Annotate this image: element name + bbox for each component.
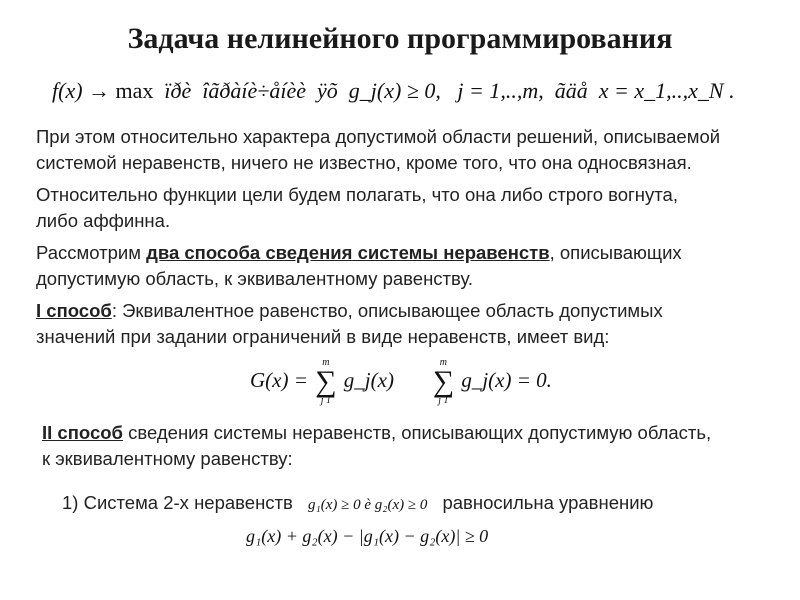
sum-operator	[315, 358, 336, 406]
text-span: : Эквивалентное равенство, описывающее область допустимых	[111, 300, 663, 321]
problem-formula	[52, 78, 735, 104]
index-range: j = 1,..,m,	[457, 78, 544, 103]
paragraph-two-methods	[36, 240, 776, 292]
arrow-symbol: →	[88, 78, 111, 103]
paragraph-line: При этом относительно характера допустимой области решений, описываемой	[36, 126, 721, 147]
sigma-symbol: ∑	[432, 365, 455, 398]
text-span: Рассмотрим	[36, 242, 147, 263]
garbled-word-4: ãäå	[554, 78, 588, 103]
objective-function: f(x)	[52, 78, 83, 103]
inequalities-formula: g₁(x) ≥ 0 è g₂(x) ≥ 0	[307, 497, 428, 513]
text-span: сведения системы неравенств, описывающих допустимую область,	[122, 422, 712, 443]
paragraph-line: либо аффинна.	[36, 210, 171, 231]
paragraph-line: системой неравенств, ничего не известно, кроме того, что она односвязная.	[36, 152, 692, 173]
garbled-word-3: ÿõ	[317, 78, 338, 103]
paragraph-line: значений при задании ограничений в виде неравенств, имеет вид:	[36, 326, 610, 347]
variables-expression: x = x_1,..,x_N .	[598, 78, 735, 103]
sum-lower-limit: j 1	[320, 395, 331, 406]
paragraph-line: Относительно функции цели будем полагать, что она либо строго вогнута,	[36, 184, 678, 205]
sum-upper-limit: m	[322, 357, 330, 368]
combined-inequality-formula: g₁(x) + g₂(x) − |g₁(x) − g₂(x)| ≥ 0	[246, 526, 489, 546]
paragraph-method-1	[36, 298, 776, 350]
item-1-text: равносильна уравнению	[442, 492, 654, 513]
equivalent-equality-formula	[250, 358, 552, 406]
method-1-label: I способ	[36, 300, 112, 321]
paragraph-objective	[36, 182, 776, 234]
sum-lower-limit: j 1	[438, 395, 449, 406]
paragraph-line: к эквивалентному равенству:	[42, 448, 293, 469]
item-1-text: 1) Система 2-х неравенств	[62, 492, 293, 513]
garbled-word-2: îãðàíè÷åíèè	[202, 78, 307, 103]
formula-lhs: G(x) =	[250, 367, 308, 392]
text-span: , описывающих	[549, 242, 682, 263]
slide-title: Задача нелинейного программирования	[127, 22, 673, 55]
constraint-expression: g_j(x) ≥ 0,	[348, 78, 441, 103]
item-1	[62, 492, 782, 514]
paragraph-line	[42, 420, 782, 446]
paragraph-line	[36, 298, 776, 324]
max-operator: max	[115, 78, 154, 103]
sum-upper-limit: m	[439, 357, 448, 368]
method-2-label: II способ	[42, 422, 123, 443]
paragraph-feasible-region	[36, 124, 776, 176]
formula-term: g_j(x)	[343, 367, 394, 392]
paragraph-line: допустимую область, к эквивалентному равенству.	[36, 268, 473, 289]
garbled-word-1: ïðè	[164, 78, 192, 103]
formula-term: g_j(x) = 0.	[461, 367, 552, 392]
underlined-phrase: два способа сведения системы неравенств	[146, 242, 550, 263]
paragraph-method-2	[42, 420, 782, 472]
paragraph-line	[36, 240, 776, 266]
sum-operator	[433, 358, 454, 406]
sigma-symbol: ∑	[315, 365, 337, 398]
